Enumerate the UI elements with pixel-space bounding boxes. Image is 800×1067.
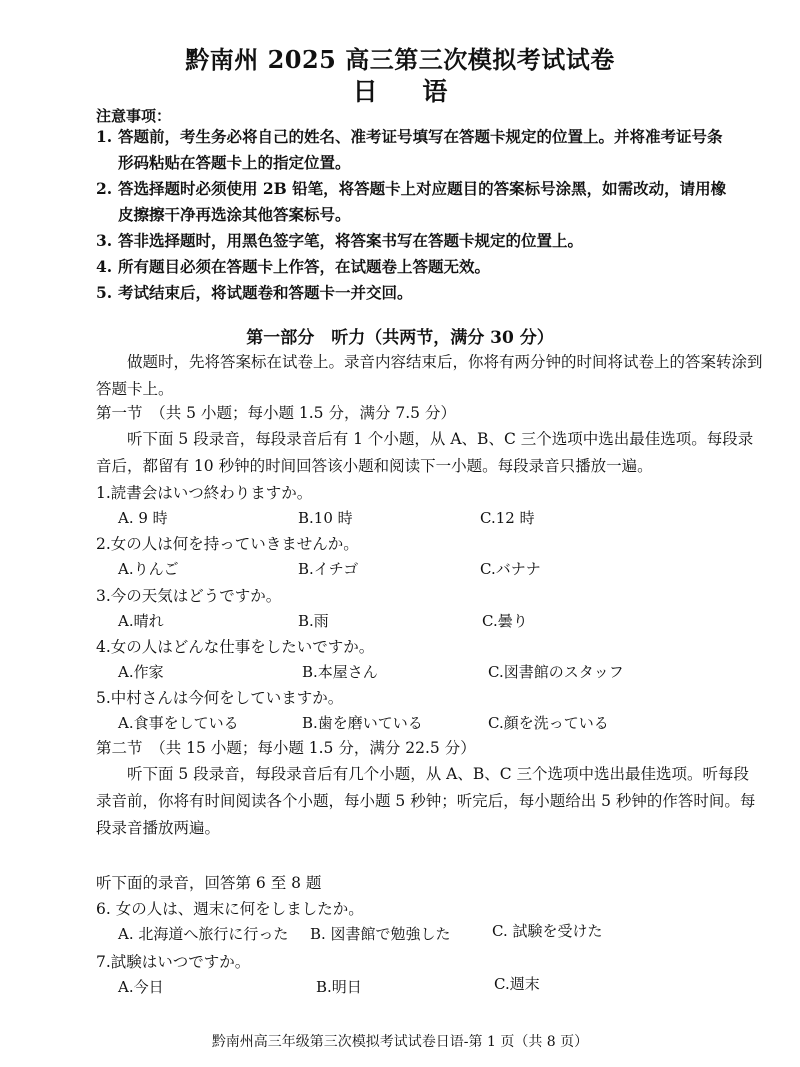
notice-item-number: 4. xyxy=(96,257,113,276)
question-6: 6. 女の人は、週末に何をしましたか。 xyxy=(96,900,364,918)
question-3-option-c: C.曇り xyxy=(482,612,528,630)
question-4-option-c: C.図書館のスタッフ xyxy=(488,663,624,681)
question-5-option-c: C.顔を洗っている xyxy=(488,714,609,732)
notice-item-text: 答非选择题时，用黑色签字笔，将答案书写在答题卡规定的位置上。 xyxy=(118,231,584,250)
question-4: 4.女の人はどんな仕事をしたいですか。 xyxy=(96,638,375,656)
question-7: 7.試験はいつですか。 xyxy=(96,953,251,971)
question-6-option-c: C. 試験を受けた xyxy=(492,922,603,940)
question-group-intro: 听下面的录音，回答第 6 至 8 题 xyxy=(96,874,322,892)
page-footer: 黔南州高三年级第三次模拟考试试卷日语-第 1 页（共 8 页） xyxy=(211,1034,589,1050)
question-6-option-b: B. 図書館で勉強した xyxy=(310,925,451,943)
question-3: 3.今の天気はどうですか。 xyxy=(96,587,282,605)
notice-item-number: 5. xyxy=(96,283,113,302)
question-2-option-a: A.りんご xyxy=(118,560,179,578)
question-2: 2.女の人は何を持っていきませんか。 xyxy=(96,535,359,553)
question-1: 1.読書会はいつ終わりますか。 xyxy=(96,484,313,502)
notice-item-1 xyxy=(96,124,770,176)
notice-item-number: 2. xyxy=(96,179,113,198)
question-6-option-a: A. 北海道へ旅行に行った xyxy=(118,925,289,943)
question-7-option-a: A.今日 xyxy=(118,978,164,996)
question-1-option-c: C.12 時 xyxy=(480,509,535,527)
question-5-option-b: B.歯を磨いている xyxy=(302,714,423,732)
question-3-option-a: A.晴れ xyxy=(118,612,164,630)
question-2-option-c: C.バナナ xyxy=(480,560,541,578)
notice-item-4 xyxy=(96,254,770,280)
question-7-option-b: B.明日 xyxy=(316,978,362,996)
notice-item-text: 答选择题时必须使用 2B 铅笔，将答题卡上对应题目的答案标号涂黑，如需改动，请用橡 xyxy=(118,179,727,198)
notice-item-text: 答题前，考生务必将自己的姓名、准考证号填写在答题卡规定的位置上。并将准考证号条 xyxy=(118,127,723,146)
notice-item-number: 3. xyxy=(96,231,113,250)
notice-item-number: 1. xyxy=(96,127,113,146)
notice-item-2 xyxy=(96,176,770,228)
question-4-option-a: A.作家 xyxy=(118,663,164,681)
question-7-option-c: C.週末 xyxy=(494,975,540,993)
notice-item-3 xyxy=(96,228,770,254)
notice-item-text: 所有题目必须在答题卡上作答，在试题卷上答题无效。 xyxy=(118,257,491,276)
notice-item-text: 考试结束后，将试题卷和答题卡一并交回。 xyxy=(118,283,413,302)
section1-instructions: 听下面 5 段录音，每段录音后有 1 个小题，从 A、B、C 三个选项中选出最佳选项。每段录音后，都留有 10 秒钟的时间回答该小题和阅读下一小题。每段录音只播放一遍。 xyxy=(96,430,754,475)
question-5-option-a: A.食事をしている xyxy=(118,714,239,732)
notice-item-5 xyxy=(96,280,770,306)
section2-heading: 第二节 （共 15 小题；每小题 1.5 分，满分 22.5 分） xyxy=(96,739,476,757)
part1-heading: 第一部分 听力（共两节，满分 30 分） xyxy=(246,328,554,348)
question-3-option-b: B.雨 xyxy=(298,612,329,630)
section2-instructions: 听下面 5 段录音，每段录音后有几个小题，从 A、B、C 三个选项中选出最佳选项。听每段录音前，你将有时间阅读各个小题，每小题 5 秒钟；听完后，每小题给出 5 秒钟的作答时间。每段录音播放两遍。 xyxy=(96,765,756,837)
question-2-option-b: B.イチゴ xyxy=(298,560,359,578)
notice-heading: 注意事项： xyxy=(96,107,172,125)
subject-title: 日 语 xyxy=(352,77,466,106)
question-1-option-a: A. 9 時 xyxy=(118,509,168,527)
notice-item-text-cont: 形码粘贴在答题卡上的指定位置。 xyxy=(118,153,351,172)
exam-title: 黔南州 2025 高三第三次模拟考试试卷 xyxy=(185,45,615,74)
section1-heading: 第一节 （共 5 小题；每小题 1.5 分，满分 7.5 分） xyxy=(96,404,456,422)
part1-intro: 做题时，先将答案标在试卷上。录音内容结束后，你将有两分钟的时间将试卷上的答案转涂到答题卡上。 xyxy=(96,353,763,398)
question-1-option-b: B.10 時 xyxy=(298,509,353,527)
notice-item-text-cont: 皮擦擦干净再选涂其他答案标号。 xyxy=(118,205,351,224)
question-4-option-b: B.本屋さん xyxy=(302,663,378,681)
question-5: 5.中村さんは今何をしていますか。 xyxy=(96,689,344,707)
